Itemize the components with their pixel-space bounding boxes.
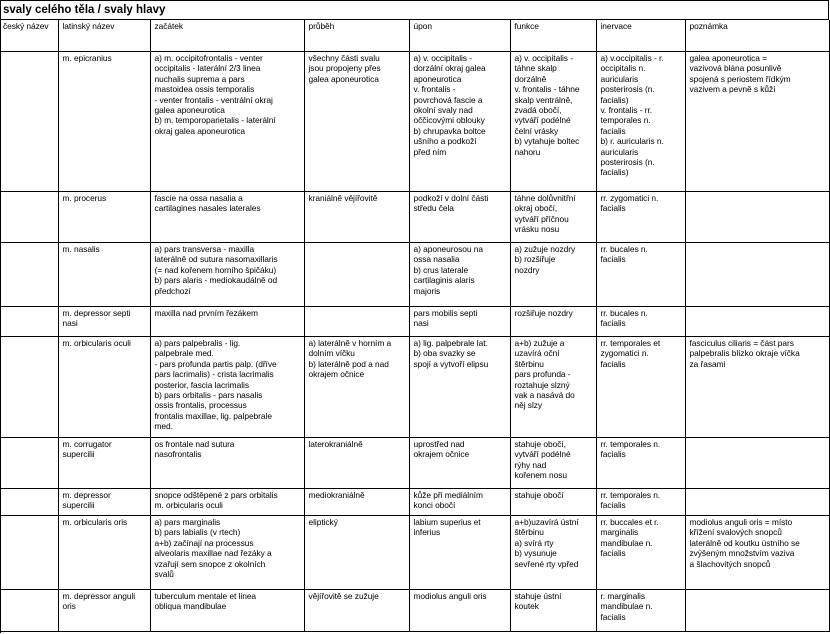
table-cell[interactable]: rr. buccales et r. marginalis mandibulae n. facialis [596,516,685,590]
muscle-table [1,20,830,632]
table-cell[interactable]: fasciculus ciliaris = část pars palpebralis blízko okraje víčka za řasami [685,337,829,438]
table-cell[interactable]: snopce odštěpené z pars orbitalis m. orbicularis oculi [150,489,304,516]
table-cell[interactable]: m. nasalis [58,243,150,307]
table-cell[interactable] [1,243,58,307]
table-cell[interactable]: a) pars palpebralis - lig. palpebrale med. - pars profunda partis palp. (dříve pars lacrimalis) - crista lacrimalis posterior, fascia lacrimalis b) pars orbitalis - pars nasalis ossis frontalis, processus frontalis maxillae, lig. palpebrale med. [150,337,304,438]
table-cell[interactable] [1,192,58,243]
table-cell[interactable]: táhne dolůvnitřní okraj obočí, vytváří příčnou vrásku nosu [510,192,596,243]
table-row [1,489,829,516]
table-cell[interactable]: a) v. occipitalis - táhne skalp dorzálně v. frontalis - táhne skalp ventrálně, zvadá obočí, vytváří podélné čelní vrásky b) vytahuje boltec nahoru [510,52,596,192]
table-cell[interactable]: a) zužuje nozdry b) rozšiřuje nozdry [510,243,596,307]
table-row [1,243,829,307]
table-cell[interactable] [1,307,58,337]
table-row [1,516,829,590]
table-cell[interactable]: rr. zygomatici n. facialis [596,192,685,243]
table-cell[interactable]: a) v.occipitalis - r. occipitalis n. auricularis posterirosis (n. facialis) v. frontalis - rr. temporales n. facialis b) r. auricularis n. auricularis posterirosis (n. facialis) [596,52,685,192]
table-cell[interactable]: rr. temporales et zygomatici n. facialis [596,337,685,438]
table-cell[interactable]: rozšiřuje nozdry [510,307,596,337]
header-cell[interactable]: latinský název [58,20,150,52]
table-cell[interactable]: m. corrugator supercilii [58,438,150,489]
table-cell[interactable]: a) laterálně v horním a dolním víčku b) laterálně pod a nad okrajem očnice [304,337,409,438]
table-cell[interactable]: fascie na ossa nasalia a cartilagines nasales laterales [150,192,304,243]
table-cell[interactable] [685,489,829,516]
table-cell[interactable]: všechny části svalu jsou propojeny přes galea aponeurotica [304,52,409,192]
header-cell[interactable]: úpon [409,20,510,52]
table-cell[interactable] [304,307,409,337]
table-cell[interactable]: rr. temporales n. facialis [596,489,685,516]
table-cell[interactable]: m. depressor anguli oris [58,590,150,632]
header-row [1,20,829,52]
table-cell[interactable] [685,192,829,243]
table-cell[interactable]: galea aponeurotica = vazivová blána posunlivě spojená s periostem řídkým vazivem a pevně s kůží [685,52,829,192]
table-cell[interactable]: uprostřed nad okrajem očnice [409,438,510,489]
table-cell[interactable] [1,337,58,438]
table-cell[interactable]: vějířovitě se zužuje [304,590,409,632]
table-cell[interactable]: a) pars transversa - maxilla laterálně od sutura nasomaxillaris (= nad kořenem horního špičáku) b) pars alaris - mediokaudálně od předchozí [150,243,304,307]
table-row [1,438,829,489]
header-cell[interactable]: průběh [304,20,409,52]
table-cell[interactable] [685,243,829,307]
table-cell[interactable]: m. epicranius [58,52,150,192]
table-cell[interactable]: stahuje obočí [510,489,596,516]
table-cell[interactable]: stahuje obočí, vytváří podélné rýhy nad kořenem nosu [510,438,596,489]
table-cell[interactable] [685,590,829,632]
table-cell[interactable]: eliptický [304,516,409,590]
sheet-title[interactable]: svaly celého těla / svaly hlavy [1,1,829,20]
header-cell[interactable]: český název [1,20,58,52]
table-cell[interactable]: modiolus anguli oris [409,590,510,632]
table-cell[interactable]: laterokraniálně [304,438,409,489]
table-cell[interactable]: a) aponeurosou na ossa nasalia b) crus laterale cartilaginis alaris majoris [409,243,510,307]
table-cell[interactable]: a+b)uzavírá ústní štěrbinu a) svírá rty b) vysunuje sevřené rty vpřed [510,516,596,590]
table-cell[interactable]: rr. bucales n. facialis [596,307,685,337]
header-cell[interactable]: začátek [150,20,304,52]
table-cell[interactable] [685,307,829,337]
table-row [1,590,829,632]
table-cell[interactable]: a) lig. palpebrale lat. b) oba svazky se spojí a vytvoří elipsu [409,337,510,438]
table-cell[interactable] [304,243,409,307]
table-cell[interactable]: m. depressor septi nasi [58,307,150,337]
table-cell[interactable] [1,438,58,489]
table-cell[interactable]: a) pars marginalis b) pars labialis (v rtech) a+b) začínají na processus alveolaris maxillae nad řezáky a vzařují sem snopce z okolních svalů [150,516,304,590]
table-cell[interactable]: m. orbicularis oculi [58,337,150,438]
table-cell[interactable]: m. procerus [58,192,150,243]
table-cell[interactable]: a+b) zužuje a uzavírá oční štěrbinu pars profunda - roztahuje slzný vak a nasává do něj slzy [510,337,596,438]
table-cell[interactable]: stahuje ústní koutek [510,590,596,632]
table-cell[interactable]: labium superius et inferius [409,516,510,590]
table-cell[interactable]: os frontale nad sutura nasofrontalis [150,438,304,489]
table-cell[interactable]: m. depressor supercilii [58,489,150,516]
table-row [1,307,829,337]
table-cell[interactable]: kůže při mediálním konci obočí [409,489,510,516]
table-cell[interactable]: rr. temporales n. facialis [596,438,685,489]
table-cell[interactable] [685,438,829,489]
table-cell[interactable]: tuberculum mentale et linea obliqua mandibulae [150,590,304,632]
table-cell[interactable]: podkoží v dolní části středu čela [409,192,510,243]
table-cell[interactable] [1,489,58,516]
table-cell[interactable]: rr. bucales n. facialis [596,243,685,307]
table-cell[interactable]: maxilla nad prvním řezákem [150,307,304,337]
table-cell[interactable]: m. orbicularis oris [58,516,150,590]
table-cell[interactable]: a) m. occipitofrontalis - venter occipitalis - laterální 2/3 linea nuchalis suprema a pars mastoidea ossis temporalis - venter frontalis - ventrální okraj galea aponeurotica b) m. temporoparietalis - laterální okraj galea aponeurotica [150,52,304,192]
table-row [1,192,829,243]
header-cell[interactable]: inervace [596,20,685,52]
table-cell[interactable]: modiolus anguli oris = místo křížení svalových snopců laterálně od koutku ústního se zvýšeným množstvím vaziva a šlachovitých snopců [685,516,829,590]
table-cell[interactable]: pars mobilis septi nasi [409,307,510,337]
table-cell[interactable] [1,590,58,632]
table-row [1,52,829,192]
table-cell[interactable] [1,52,58,192]
header-cell[interactable]: poznámka [685,20,829,52]
table-row [1,337,829,438]
table-cell[interactable]: mediokraniálně [304,489,409,516]
table-cell[interactable] [1,516,58,590]
table-cell[interactable]: r. marginalis mandibulae n. facialis [596,590,685,632]
header-cell[interactable]: funkce [510,20,596,52]
table-cell[interactable]: kraniálně vějířovitě [304,192,409,243]
table-cell[interactable]: a) v. occipitalis - dorzální okraj galea aponeurotica v. frontalis - povrchová fascie a okolní svaly nad oččicovými oblouky b) chrupavka boltce ušního a podkoží před ním [409,52,510,192]
